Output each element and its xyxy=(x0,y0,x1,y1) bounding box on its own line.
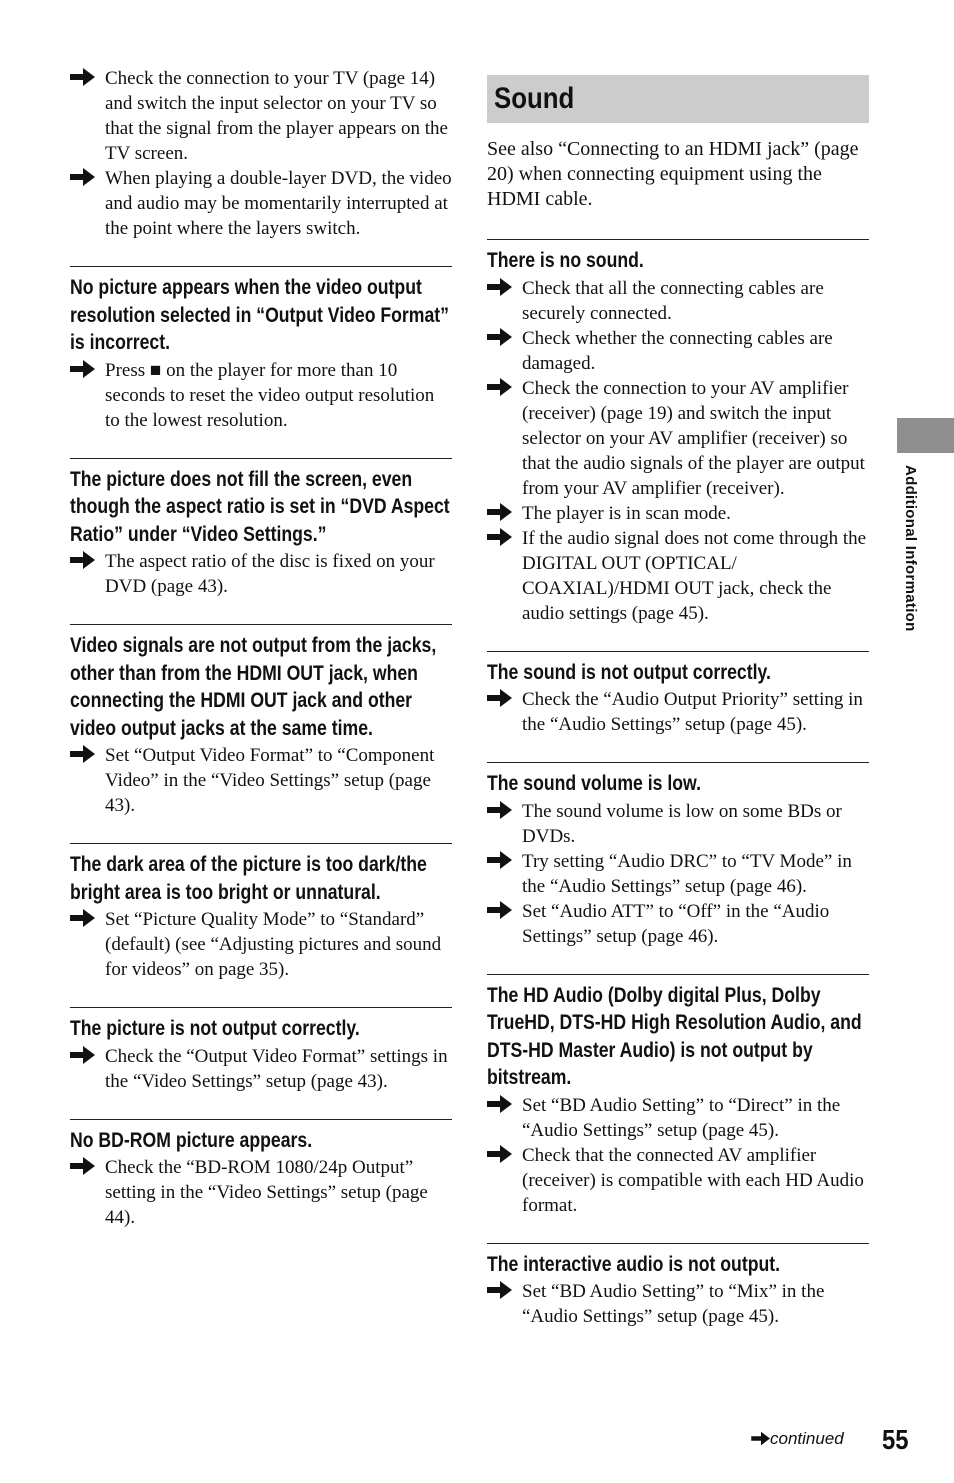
section-heading: The picture is not output correctly. xyxy=(70,1017,360,1040)
right-arrow-icon xyxy=(70,908,96,928)
bullet-item: The player is in scan mode. xyxy=(487,501,869,526)
right-column xyxy=(487,0,869,1329)
section-heading: The HD Audio (Dolby digital Plus, Dolby TrueHD, DTS-HD High Resolution Audio, and DTS-HD Master Audio) is not output by bitstream. xyxy=(487,983,862,1089)
right-arrow-icon xyxy=(70,744,96,764)
section-video-signals xyxy=(70,624,452,818)
bullet-item: Press ■ on the player for more than 10 seconds to reset the video output resolution to the lowest resolution. xyxy=(70,358,452,433)
section-hd-audio-bitstream xyxy=(487,974,869,1218)
bullet-item: If the audio signal does not come through the DIGITAL OUT (OPTICAL/ COAXIAL)/HDMI OUT jack, check the audio settings (page 45). xyxy=(487,526,869,626)
side-tab-label: Additional Information xyxy=(902,465,919,632)
right-arrow-icon xyxy=(487,327,513,347)
right-arrow-icon xyxy=(487,800,513,820)
right-arrow-icon xyxy=(487,277,513,297)
right-arrow-icon xyxy=(487,527,513,547)
side-tab-marker xyxy=(897,418,954,453)
bullet-item: Check the “BD-ROM 1080/24p Output” setting in the “Video Settings” setup (page 44). xyxy=(70,1155,452,1230)
section-sound-volume-low xyxy=(487,762,869,949)
page-number: 55 xyxy=(882,1424,909,1455)
section-no-picture-resolution xyxy=(70,266,452,433)
right-arrow-icon xyxy=(487,377,513,397)
right-arrow-icon xyxy=(487,1144,513,1164)
section-sound-not-correct xyxy=(487,651,869,738)
intro-bullets xyxy=(70,66,452,241)
section-no-sound xyxy=(487,239,869,626)
continued-label: continued xyxy=(770,1429,844,1448)
left-column xyxy=(70,0,452,1230)
bullet-item: The aspect ratio of the disc is fixed on your DVD (page 43). xyxy=(70,549,452,599)
right-arrow-icon xyxy=(70,550,96,570)
bullet-item: Set “BD Audio Setting” to “Mix” in the “Audio Settings” setup (page 45). xyxy=(487,1279,869,1329)
section-heading: The sound volume is low. xyxy=(487,772,701,795)
bullet-item: When playing a double-layer DVD, the video and audio may be momentarily interrupted at the point where the layers switch. xyxy=(70,166,452,241)
bullet-item: Check that the connected AV amplifier (receiver) is compatible with each HD Audio format. xyxy=(487,1143,869,1218)
section-picture-not-output xyxy=(70,1007,452,1094)
section-heading: The interactive audio is not output. xyxy=(487,1252,781,1276)
bullet-item: Set “Picture Quality Mode” to “Standard” (default) (see “Adjusting pictures and sound for videos” on page 35). xyxy=(70,907,452,982)
section-picture-not-fill xyxy=(70,458,452,600)
right-arrow-icon xyxy=(487,688,513,708)
section-heading: The sound is not output correctly. xyxy=(487,660,771,684)
bullet-item: Set “Audio ATT” to “Off” in the “Audio Settings” setup (page 46). xyxy=(487,899,869,949)
bullet-item: Check the “Audio Output Priority” setting in the “Audio Settings” setup (page 45). xyxy=(487,687,869,737)
right-arrow-icon xyxy=(70,359,96,379)
right-arrow-icon xyxy=(750,1431,772,1446)
bullet-item: Check the “Output Video Format” settings in the “Video Settings” setup (page 43). xyxy=(70,1044,452,1094)
section-dark-area xyxy=(70,843,452,982)
bullet-item: Try setting “Audio DRC” to “TV Mode” in the “Audio Settings” setup (page 46). xyxy=(487,849,869,899)
page-footer xyxy=(760,1424,920,1464)
right-arrow-icon xyxy=(70,167,96,187)
section-heading: No picture appears when the video output resolution selected in “Output Video Format” is incorrect. xyxy=(70,276,449,354)
right-arrow-icon xyxy=(487,1094,513,1114)
section-no-bd-rom-picture xyxy=(70,1119,452,1231)
page-title: Sound xyxy=(494,82,575,115)
right-arrow-icon xyxy=(70,1156,96,1176)
section-heading: The picture does not fill the screen, even though the aspect ratio is set in “DVD Aspect Ratio” under “Video Settings.” xyxy=(70,467,450,546)
right-arrow-icon xyxy=(487,502,513,522)
section-interactive-audio xyxy=(487,1243,869,1330)
sound-intro: See also “Connecting to an HDMI jack” (page 20) when connecting equipment using the HDMI cable. xyxy=(487,138,859,210)
section-heading: The dark area of the picture is too dark/the bright area is too bright or unnatural. xyxy=(70,853,427,904)
bullet-item: Check that all the connecting cables are securely connected. xyxy=(487,276,869,326)
bullet-item: Check the connection to your TV (page 14) and switch the input selector on your TV so that the signal from the player appears on the TV screen. xyxy=(70,66,452,166)
right-arrow-icon xyxy=(487,900,513,920)
section-heading: No BD-ROM picture appears. xyxy=(70,1128,313,1152)
stop-square-icon: ■ xyxy=(149,359,162,381)
sound-title-bar xyxy=(487,75,869,123)
right-arrow-icon xyxy=(70,67,96,87)
right-arrow-icon xyxy=(487,850,513,870)
bullet-item: Check the connection to your AV amplifier (receiver) (page 19) and switch the input selector on your AV amplifier (receiver) so that the audio signals of the player are output from your AV amplifier (receiver). xyxy=(487,376,869,501)
section-heading: There is no sound. xyxy=(487,249,644,272)
section-heading: Video signals are not output from the jacks, other than from the HDMI OUT jack, when connecting the HDMI OUT jack and other video output jacks at the same time. xyxy=(70,634,437,740)
bullet-item: Set “Output Video Format” to “Component Video” in the “Video Settings” setup (page 43). xyxy=(70,743,452,818)
right-arrow-icon xyxy=(487,1280,513,1300)
bullet-item: The sound volume is low on some BDs or DVDs. xyxy=(487,799,869,849)
right-arrow-icon xyxy=(70,1045,96,1065)
bullet-item: Check whether the connecting cables are damaged. xyxy=(487,326,869,376)
bullet-item: Set “BD Audio Setting” to “Direct” in the “Audio Settings” setup (page 45). xyxy=(487,1093,869,1143)
